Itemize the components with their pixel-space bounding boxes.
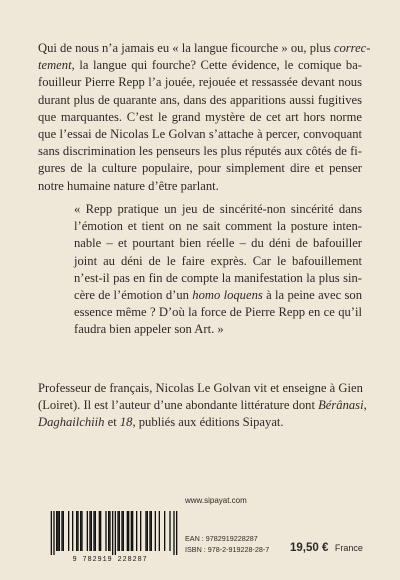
barcode-bar [108, 511, 109, 551]
price-country: France [334, 543, 363, 553]
text-line: notre humaine nature d’être parlant. [38, 178, 219, 193]
price-amount: 19,50 € [290, 542, 329, 554]
ean-code: EAN : 9782919228287 [185, 534, 258, 543]
barcode-bar [100, 511, 101, 551]
text-line: essence même ? D’où la force de Pierre Repp en ce qu’il [74, 305, 362, 320]
barcode-bar [93, 511, 94, 551]
text-line: Daghailchiih et 18, publiés aux éditions Sipayat. [38, 415, 284, 430]
text-line: n’est-il pas en fin de compte la manifestation la plus sin- [74, 270, 362, 285]
barcode-bar [151, 511, 152, 551]
text-line: que marquantes. C’est le grand mystère de cet art hors norme [38, 109, 362, 124]
text-line: sans discrimination les penseurs les plus réputés aux côtés de fi- [38, 144, 362, 159]
text-line: (Loiret). Il est l’auteur d’une abondante littérature dont Bérânasi, [38, 398, 367, 413]
barcode-bar [149, 511, 150, 551]
text-line: cère de l’émotion d’un homo loquens à la peine avec son [74, 288, 362, 303]
barcode-bar [68, 511, 69, 551]
barcode-bar [131, 511, 132, 551]
text-line: « Repp pratique un jeu de sincérité-non sincérité dans [74, 202, 362, 216]
text-line: nable – et pourtant bien réelle – du déni de bafouiller [74, 236, 362, 251]
price-tag [290, 538, 363, 556]
barcode-bar [109, 511, 110, 551]
barcode-bar [76, 511, 77, 551]
barcode-bar [176, 511, 177, 555]
barcode-bar [77, 511, 78, 551]
barcode-bar [173, 511, 174, 555]
barcode-bar [123, 511, 124, 551]
blurb-paragraph [38, 40, 371, 195]
barcode-bar [56, 511, 57, 551]
barcode-bar [80, 511, 81, 551]
barcode-bar [117, 511, 118, 551]
barcode-bar [147, 511, 148, 551]
barcode-bar [112, 511, 113, 555]
barcode-bar [128, 511, 129, 551]
barcode-bar [95, 511, 96, 551]
isbn-code: ISBN : 978-2-919228-28-7 [185, 545, 270, 554]
text-line: tement, la langue qui fourche? Cette évidence, le comique ba- [38, 58, 362, 73]
barcode-bar [140, 511, 141, 551]
barcode-bar [169, 511, 170, 551]
text-line: l’émotion et tient on ne sait comment la posture inten- [74, 219, 362, 234]
text-line: fouilleur Pierre Repp l’a jouée, rejouée et ressassée devant nous [38, 75, 362, 90]
barcode-bar [87, 511, 88, 551]
barcode-digits: 9 782919 228287 [72, 556, 148, 564]
barcode-bar [155, 511, 156, 551]
barcode-bar [145, 511, 146, 551]
product-codes [185, 533, 269, 555]
text-line: faudra bien appeler son Art. » [74, 322, 224, 337]
barcode-bar [51, 511, 52, 555]
barcode-bar [81, 511, 82, 551]
text-line: que l’essai de Nicolas Le Golvan s’attache à percer, convoquant [38, 127, 362, 142]
text-line: Professeur de français, Nicolas Le Golvan vit et enseigne à Gien [38, 381, 363, 395]
text-line: durant plus de quarante ans, dans des apparitions aussi fugitives [38, 92, 362, 107]
barcode-bar [159, 511, 160, 551]
text-line: Qui de nous n’a jamais eu « la langue ficourche » ou, plus correc- [38, 41, 371, 55]
barcode-bar [119, 511, 120, 551]
barcode-bar [127, 511, 128, 551]
barcode-bar [63, 511, 64, 551]
barcode-bar [91, 511, 92, 551]
author-bio [38, 380, 367, 432]
publisher-website[interactable]: www.sipayat.com [185, 496, 247, 505]
barcode-bar [136, 511, 137, 551]
barcode-bar [115, 511, 116, 555]
barcode-bar [105, 511, 106, 551]
barcode-bar [57, 511, 58, 551]
barcode-bar [59, 511, 60, 551]
barcode-bar [164, 511, 165, 551]
barcode-bar [53, 511, 54, 555]
text-line: joint au déni de le faire exprès. Car le bafouillement [74, 253, 362, 268]
barcode-bar [72, 511, 73, 551]
barcode-bar [89, 511, 90, 551]
barcode-bar [61, 511, 62, 551]
barcode-bar [132, 511, 133, 551]
text-line: gures de la culture populaire, pour simplement dire et penser [38, 161, 362, 176]
barcode-bar [121, 511, 122, 551]
barcode-bar [99, 511, 100, 551]
pull-quote [74, 201, 362, 339]
